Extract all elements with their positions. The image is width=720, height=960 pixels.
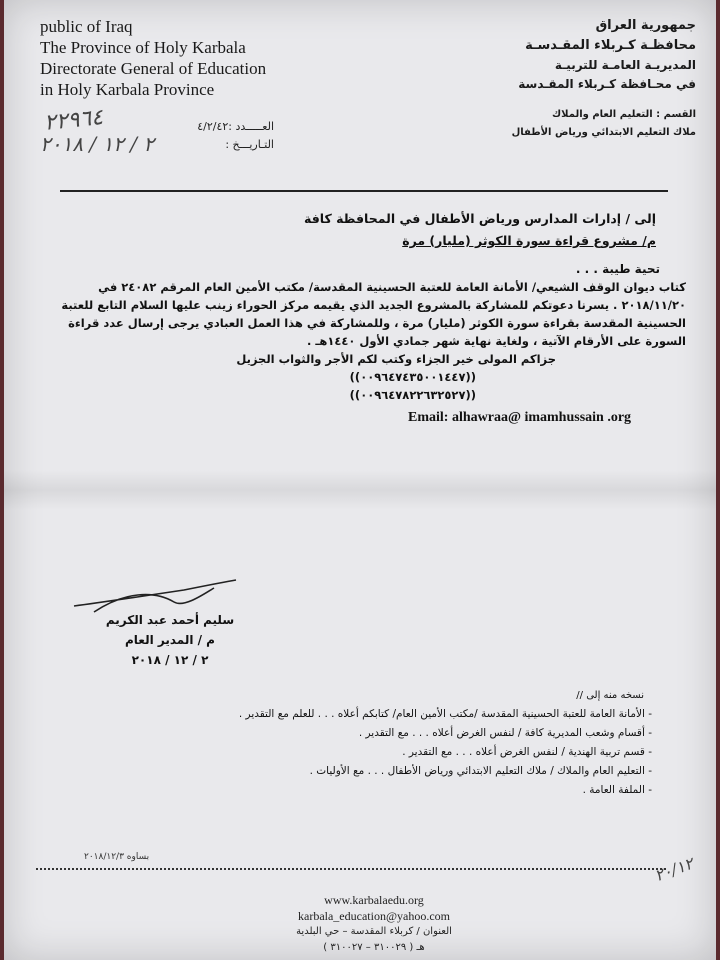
reference-number: العـــــدد :٤/٢/٤٢ xyxy=(197,120,274,133)
copy-item: - أقسام وشعب المديرية كافة / لنفس الغرض أعلاه . . . مع التقدير . xyxy=(358,727,652,739)
handwritten-number: ٢٢٩٦٤ xyxy=(42,104,105,137)
reference-block xyxy=(154,118,274,154)
paper-fold xyxy=(4,470,716,510)
body-paragraph: كتاب ديوان الوقف الشيعي/ الأمانة العامة للعتبة الحسينية المقدسة/ مكتب الأمين العام المرقم ٢٤٠٨٢ في ٢٠١٨/١١/٢٠ . يسرنا دعوتكم للمشاركة بالمشروع الجديد الذي يقيمه مركز الحوراء زينب عليها السلام التابع للعتبة الحسينية المقدسة بقراءة سورة الكوثر (مليار) مرة ، وللمشاركة في هذا العمل العبادي يرجى إرسال عدد قراءة السورة على الأرقام الآتية ، ولغاية نهاية شهر جمادي الأول ١٤٤٠هـ . xyxy=(61,280,686,348)
department-line1: القسم : التعليم العام والملاك xyxy=(551,109,696,120)
footer-email: karbala_education@yahoo.com xyxy=(298,909,450,923)
header-ar-line4: في محـافظة كـربلاء المقـدسة xyxy=(518,77,696,91)
typist-stamp: بساوه ٢٠١٨/١٢/٣ xyxy=(84,852,150,862)
header-en-line2: The Province of Holy Karbala xyxy=(40,38,246,57)
header-arabic xyxy=(396,16,696,142)
contact-email: Email: alhawraa@ imamhussain .org xyxy=(408,410,632,425)
copy-item: - قسم تربية الهندية / لنفس الغرض أعلاه . . . مع التقدير . xyxy=(402,746,652,758)
handwritten-date: ٢ / ١٢ / ٢٠١٨ xyxy=(40,132,155,156)
copy-item: - الملفة العامة . xyxy=(582,784,652,796)
footer-divider xyxy=(36,868,666,870)
greeting: تحية طيبة . . . xyxy=(575,262,660,276)
header-en-line3: Directorate General of Education xyxy=(40,59,267,78)
copies-list xyxy=(72,686,652,800)
footer-address: العنوان / كربلاء المقدسة – حي البلدية xyxy=(296,926,452,937)
phone-number-2: ((٠٠٩٦٤٧٨٢٢٦٣٢٥٢٧)) xyxy=(349,388,476,402)
addressee-block xyxy=(56,208,656,252)
header-ar-line1: جمهورية العراق xyxy=(595,18,696,33)
addressee-to: إلى / إدارات المدارس ورياض الأطفال في المحافظة كافة xyxy=(304,211,656,226)
copy-item: - التعليم العام والملاك / ملاك التعليم الابتدائي ورياض الأطفال . . . مع الأوليات . xyxy=(309,765,652,777)
signatory-name: سليم أحمد عبد الكريم xyxy=(105,613,235,627)
footer xyxy=(224,892,524,956)
handwritten-mark: ٢٠/١٢ xyxy=(651,853,696,886)
addressee-subject: م/ مشروع قراءة سورة الكوثر (مليار) مرة xyxy=(402,233,656,248)
header-ar-line2: محافظـة كـربلاء المقـدسـة xyxy=(525,38,696,53)
header-en-line4: in Holy Karbala Province xyxy=(40,80,215,99)
footer-website: www.karbalaedu.org xyxy=(324,893,424,907)
copy-item: - الأمانة العامة للعتبة الحسينية المقدسة /مكتب الأمين العام/ كتابكم أعلاه . . . للعلم مع التقدير . xyxy=(238,708,652,720)
header-english xyxy=(40,16,340,100)
header-divider xyxy=(60,190,668,192)
phone-number-1: ((٠٠٩٦٤٧٤٣٥٠٠١٤٤٧)) xyxy=(349,370,476,384)
body-thanks: جزاكم المولى خير الجزاء وكتب لكم الأجر والثواب الجزيل xyxy=(236,352,556,366)
footer-phone: هـ ( ٣١٠٠٢٩ – ٣١٠٠٢٧ ) xyxy=(323,942,425,953)
signatory-title: م / المدير العام xyxy=(125,633,215,647)
header-ar-line3: المديريـة العامـة للتربيـة xyxy=(554,58,696,72)
department-line2: ملاك التعليم الابتدائي ورياض الأطفال xyxy=(511,127,696,138)
copies-header: نسخه منه إلى // xyxy=(576,690,644,701)
department xyxy=(396,106,696,142)
letter-page xyxy=(4,0,716,960)
header-en-line1: public of Iraq xyxy=(40,17,133,36)
letter-body xyxy=(46,278,686,404)
signature-date: ٢ / ١٢ / ٢٠١٨ xyxy=(131,653,209,667)
signature-block xyxy=(80,610,260,670)
reference-date: التـاريـــخ : xyxy=(225,138,274,151)
